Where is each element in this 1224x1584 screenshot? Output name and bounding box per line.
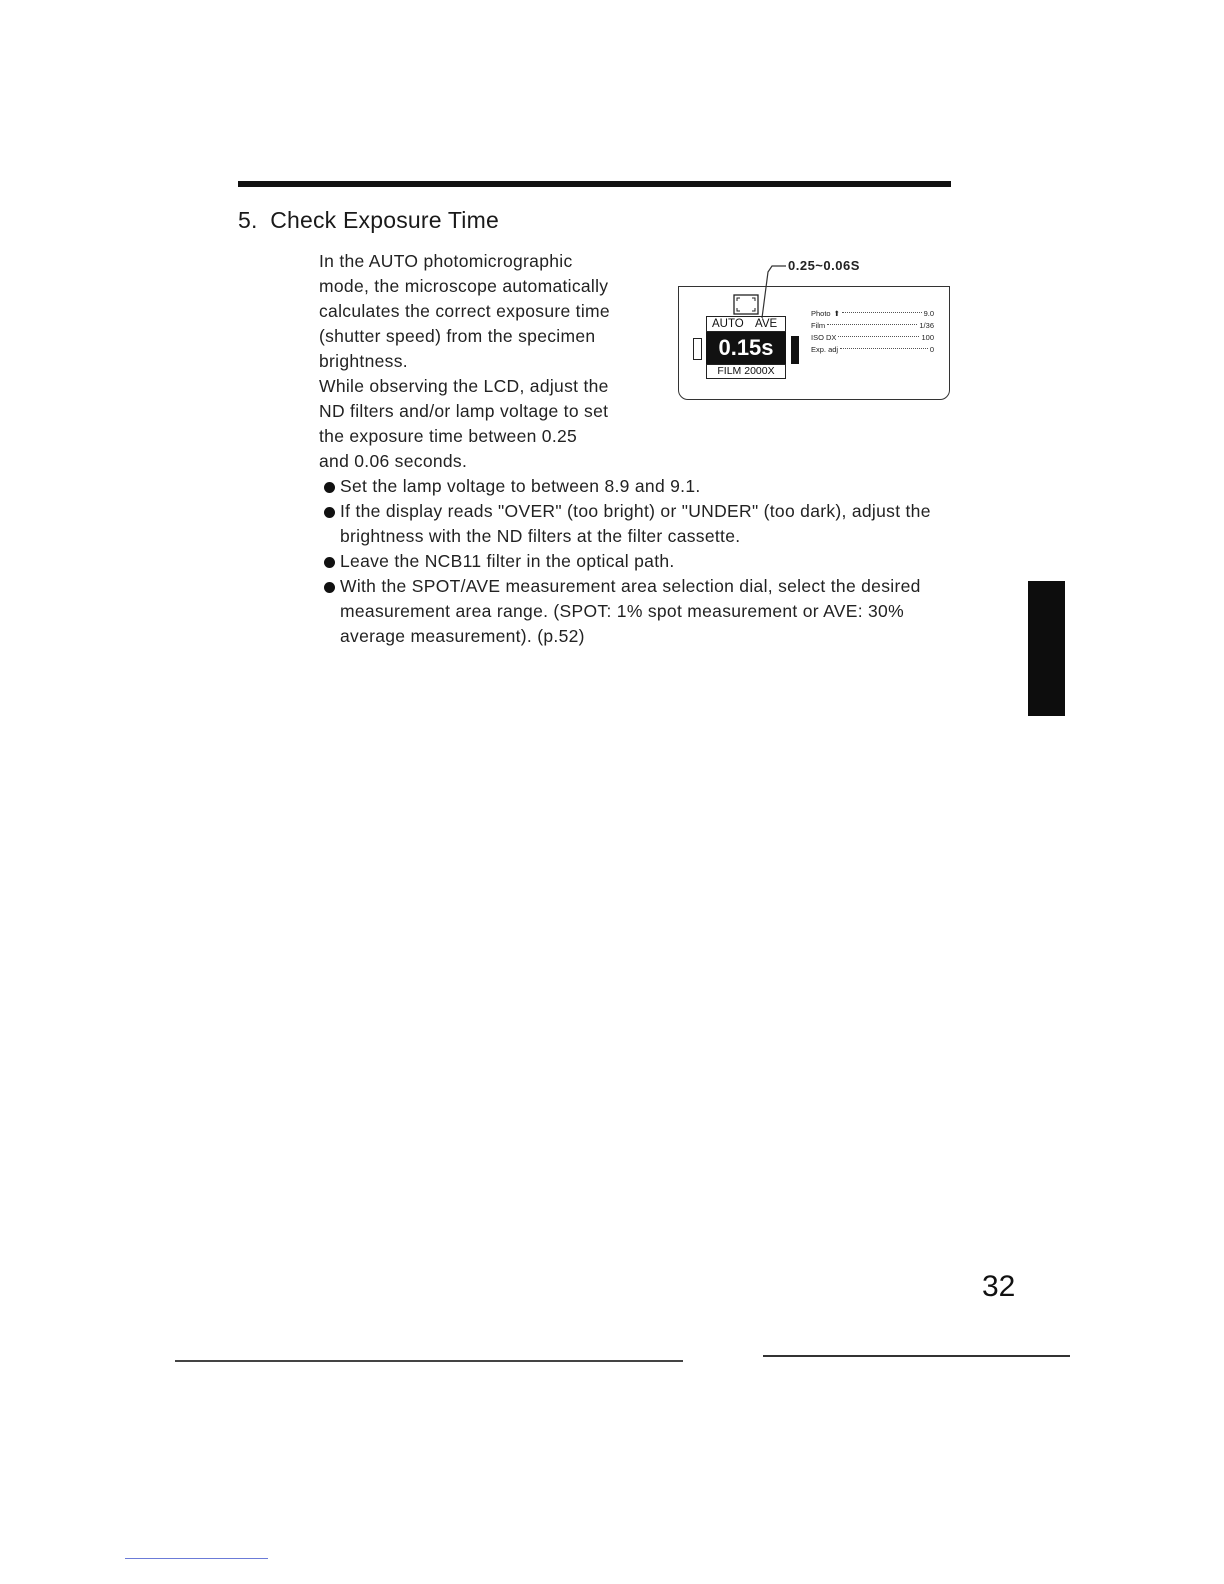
section-heading (238, 207, 499, 234)
info-row-iso (811, 332, 934, 344)
info-label: Photo (811, 309, 831, 318)
intro-line: calculates the correct exposure time (319, 301, 610, 321)
list-item (322, 549, 962, 574)
intro-line: While observing the LCD, adjust the (319, 376, 609, 396)
intro-line: mode, the microscope automatically (319, 276, 609, 296)
intro-line: the exposure time between 0.25 (319, 426, 578, 446)
intro-line: ND filters and/or lamp voltage to set (319, 401, 609, 421)
info-row-exp-adj (811, 344, 934, 356)
footer-rule-left (175, 1360, 683, 1362)
section-number: 5. (238, 207, 258, 233)
bullet-icon (324, 482, 335, 493)
footer-accent-rule (125, 1558, 268, 1559)
info-label: ISO DX (811, 333, 837, 342)
intro-line: (shutter speed) from the specimen (319, 326, 596, 346)
bullet-icon (324, 582, 335, 593)
exposure-time-readout: 0.15s (706, 332, 786, 364)
header-rule (238, 181, 951, 187)
intro-line: In the AUTO photomicrographic (319, 251, 573, 271)
list-item-text: Set the lamp voltage to between 8.9 and 9.1. (340, 476, 701, 496)
footer-rule-right (763, 1355, 1070, 1357)
list-item (322, 574, 962, 649)
bullet-icon (324, 507, 335, 518)
info-row-photo (811, 308, 934, 320)
intro-line: brightness. (319, 351, 408, 371)
list-item-text: If the display reads "OVER" (too bright) or "UNDER" (too dark), adjust the brightness with the ND filters at the filter cassette. (340, 501, 931, 546)
exposure-range-callout: 0.25~0.06S (788, 258, 860, 273)
lcd-mode-indicator (706, 316, 786, 332)
film-magnification-label: FILM 2000X (706, 364, 786, 379)
intro-line: and 0.06 seconds. (319, 451, 468, 471)
bullet-icon (324, 557, 335, 568)
mode-auto-label: AUTO (712, 318, 744, 330)
instruction-list (322, 474, 962, 649)
list-item-text: With the SPOT/AVE measurement area selection dial, select the desired measurement area range. (SPOT: 1% spot measurement or AVE: 30% average measurement). (p.52) (340, 576, 921, 646)
info-value: 100 (921, 333, 934, 342)
chapter-tab-marker (1028, 581, 1065, 716)
lcd-info-list (811, 308, 934, 356)
mode-ave-label: AVE (755, 318, 778, 330)
info-value: 0 (929, 345, 934, 354)
page-number: 32 (982, 1270, 1016, 1303)
info-value: 1/36 (919, 321, 934, 330)
film-bracket-icon (693, 338, 702, 360)
info-row-film (811, 320, 934, 332)
list-item (322, 499, 962, 549)
section-title: Check Exposure Time (270, 207, 499, 233)
list-item-text: Leave the NCB11 filter in the optical path. (340, 551, 675, 571)
info-value: 9.0 (923, 309, 934, 318)
info-label: Exp. adj (811, 345, 839, 354)
lcd-indicator-bar (791, 336, 799, 364)
intro-paragraph (319, 249, 664, 474)
info-label: Film (811, 321, 826, 330)
list-item (322, 474, 962, 499)
lcd-figure (676, 258, 956, 406)
arrow-up-icon: ⬆ (833, 309, 840, 318)
